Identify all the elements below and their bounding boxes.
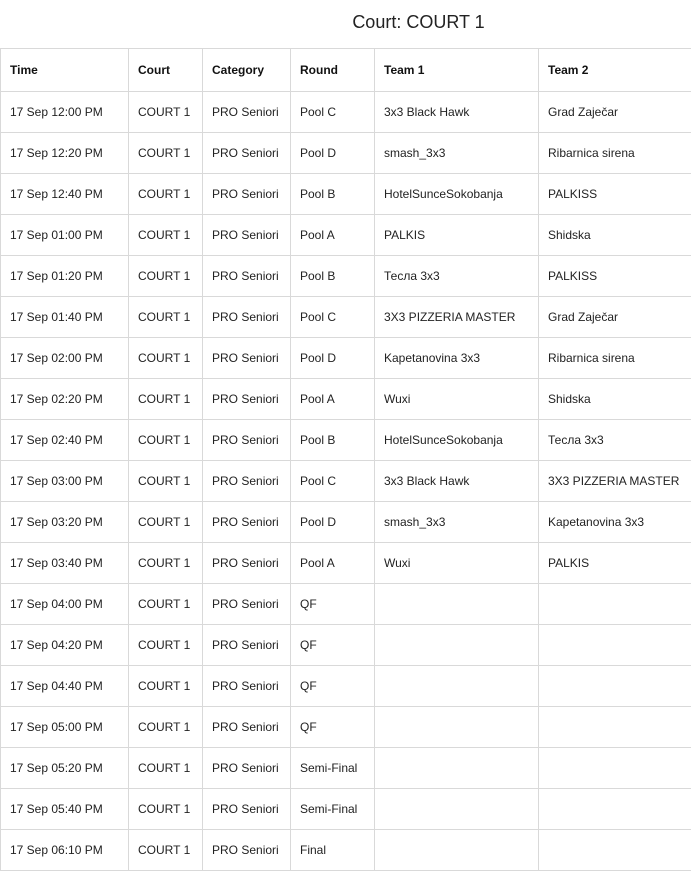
table-row bbox=[1, 133, 691, 174]
table-row bbox=[1, 707, 691, 748]
cell-court: COURT 1 bbox=[129, 789, 203, 830]
header-row bbox=[1, 49, 691, 92]
cell-category: PRO Seniori bbox=[203, 174, 291, 215]
cell-category: PRO Seniori bbox=[203, 133, 291, 174]
cell-team1 bbox=[375, 625, 539, 666]
cell-category: PRO Seniori bbox=[203, 502, 291, 543]
cell-court: COURT 1 bbox=[129, 830, 203, 871]
table-row bbox=[1, 174, 691, 215]
cell-court: COURT 1 bbox=[129, 174, 203, 215]
cell-team2 bbox=[539, 830, 691, 871]
cell-team2: PALKIS bbox=[539, 543, 691, 584]
table-row bbox=[1, 789, 691, 830]
cell-team1: HotelSunceSokobanja bbox=[375, 174, 539, 215]
cell-team1: smash_3x3 bbox=[375, 502, 539, 543]
cell-round: Semi-Final bbox=[291, 748, 375, 789]
cell-court: COURT 1 bbox=[129, 625, 203, 666]
cell-team2 bbox=[539, 584, 691, 625]
table-header bbox=[1, 49, 691, 92]
cell-time: 17 Sep 02:00 PM bbox=[1, 338, 129, 379]
cell-time: 17 Sep 06:10 PM bbox=[1, 830, 129, 871]
cell-court: COURT 1 bbox=[129, 379, 203, 420]
header-round: Round bbox=[291, 49, 375, 92]
cell-round: Final bbox=[291, 830, 375, 871]
cell-team2: PALKISS bbox=[539, 174, 691, 215]
header-category: Category bbox=[203, 49, 291, 92]
cell-court: COURT 1 bbox=[129, 256, 203, 297]
table-row bbox=[1, 338, 691, 379]
cell-category: PRO Seniori bbox=[203, 830, 291, 871]
table-body bbox=[1, 92, 691, 871]
schedule-table bbox=[0, 48, 691, 871]
cell-round: Pool B bbox=[291, 174, 375, 215]
cell-time: 17 Sep 01:00 PM bbox=[1, 215, 129, 256]
cell-round: Pool D bbox=[291, 133, 375, 174]
cell-team1 bbox=[375, 748, 539, 789]
cell-team1 bbox=[375, 707, 539, 748]
cell-round: Pool C bbox=[291, 92, 375, 133]
cell-team1 bbox=[375, 789, 539, 830]
cell-category: PRO Seniori bbox=[203, 338, 291, 379]
table-row bbox=[1, 256, 691, 297]
table-row bbox=[1, 420, 691, 461]
cell-round: QF bbox=[291, 584, 375, 625]
cell-category: PRO Seniori bbox=[203, 461, 291, 502]
cell-time: 17 Sep 03:40 PM bbox=[1, 543, 129, 584]
cell-court: COURT 1 bbox=[129, 420, 203, 461]
cell-team2: Shidska bbox=[539, 379, 691, 420]
cell-team2 bbox=[539, 789, 691, 830]
cell-time: 17 Sep 12:20 PM bbox=[1, 133, 129, 174]
cell-time: 17 Sep 05:40 PM bbox=[1, 789, 129, 830]
cell-time: 17 Sep 03:00 PM bbox=[1, 461, 129, 502]
cell-court: COURT 1 bbox=[129, 707, 203, 748]
cell-round: Pool C bbox=[291, 461, 375, 502]
cell-team1: 3x3 Black Hawk bbox=[375, 92, 539, 133]
cell-category: PRO Seniori bbox=[203, 256, 291, 297]
cell-round: Pool D bbox=[291, 338, 375, 379]
cell-court: COURT 1 bbox=[129, 666, 203, 707]
table-row bbox=[1, 584, 691, 625]
table-row bbox=[1, 379, 691, 420]
cell-team1: Тесла 3x3 bbox=[375, 256, 539, 297]
cell-team1 bbox=[375, 584, 539, 625]
cell-team2: PALKISS bbox=[539, 256, 691, 297]
header-team1: Team 1 bbox=[375, 49, 539, 92]
cell-time: 17 Sep 05:00 PM bbox=[1, 707, 129, 748]
cell-team2: Grad Zaječar bbox=[539, 297, 691, 338]
cell-court: COURT 1 bbox=[129, 502, 203, 543]
table-row bbox=[1, 748, 691, 789]
cell-team1: Wuxi bbox=[375, 543, 539, 584]
cell-round: Semi-Final bbox=[291, 789, 375, 830]
page-title: Court: COURT 1 bbox=[352, 12, 485, 32]
cell-round: QF bbox=[291, 707, 375, 748]
cell-court: COURT 1 bbox=[129, 215, 203, 256]
cell-time: 17 Sep 02:20 PM bbox=[1, 379, 129, 420]
cell-time: 17 Sep 04:20 PM bbox=[1, 625, 129, 666]
cell-category: PRO Seniori bbox=[203, 625, 291, 666]
cell-team2 bbox=[539, 666, 691, 707]
cell-court: COURT 1 bbox=[129, 338, 203, 379]
cell-category: PRO Seniori bbox=[203, 420, 291, 461]
table-row bbox=[1, 461, 691, 502]
cell-team2: Тесла 3x3 bbox=[539, 420, 691, 461]
header-court: Court bbox=[129, 49, 203, 92]
cell-court: COURT 1 bbox=[129, 543, 203, 584]
table-row bbox=[1, 543, 691, 584]
cell-team2: 3X3 PIZZERIA MASTER bbox=[539, 461, 691, 502]
cell-time: 17 Sep 03:20 PM bbox=[1, 502, 129, 543]
cell-round: Pool A bbox=[291, 543, 375, 584]
cell-time: 17 Sep 02:40 PM bbox=[1, 420, 129, 461]
cell-team1 bbox=[375, 830, 539, 871]
cell-round: Pool C bbox=[291, 297, 375, 338]
cell-round: QF bbox=[291, 625, 375, 666]
cell-round: Pool A bbox=[291, 379, 375, 420]
cell-category: PRO Seniori bbox=[203, 92, 291, 133]
table-row bbox=[1, 215, 691, 256]
header-team2: Team 2 bbox=[539, 49, 691, 92]
cell-team1: PALKIS bbox=[375, 215, 539, 256]
cell-team1: 3X3 PIZZERIA MASTER bbox=[375, 297, 539, 338]
cell-time: 17 Sep 01:20 PM bbox=[1, 256, 129, 297]
cell-court: COURT 1 bbox=[129, 92, 203, 133]
cell-time: 17 Sep 12:40 PM bbox=[1, 174, 129, 215]
table-row bbox=[1, 625, 691, 666]
cell-category: PRO Seniori bbox=[203, 584, 291, 625]
cell-time: 17 Sep 04:00 PM bbox=[1, 584, 129, 625]
cell-team2: Ribarnica sirena bbox=[539, 338, 691, 379]
table-row bbox=[1, 297, 691, 338]
table-row bbox=[1, 830, 691, 871]
cell-court: COURT 1 bbox=[129, 584, 203, 625]
header-time: Time bbox=[1, 49, 129, 92]
cell-team1: Kapetanovina 3x3 bbox=[375, 338, 539, 379]
cell-team2: Ribarnica sirena bbox=[539, 133, 691, 174]
cell-category: PRO Seniori bbox=[203, 379, 291, 420]
cell-time: 17 Sep 01:40 PM bbox=[1, 297, 129, 338]
table-row bbox=[1, 666, 691, 707]
cell-time: 17 Sep 05:20 PM bbox=[1, 748, 129, 789]
cell-category: PRO Seniori bbox=[203, 543, 291, 584]
table-row bbox=[1, 92, 691, 133]
cell-round: QF bbox=[291, 666, 375, 707]
cell-team1: HotelSunceSokobanja bbox=[375, 420, 539, 461]
cell-category: PRO Seniori bbox=[203, 297, 291, 338]
cell-team1: smash_3x3 bbox=[375, 133, 539, 174]
cell-team1: 3x3 Black Hawk bbox=[375, 461, 539, 502]
table-row bbox=[1, 502, 691, 543]
cell-court: COURT 1 bbox=[129, 461, 203, 502]
cell-round: Pool B bbox=[291, 256, 375, 297]
cell-category: PRO Seniori bbox=[203, 707, 291, 748]
cell-team2 bbox=[539, 707, 691, 748]
cell-team1: Wuxi bbox=[375, 379, 539, 420]
cell-team2: Grad Zaječar bbox=[539, 92, 691, 133]
cell-team2 bbox=[539, 748, 691, 789]
cell-round: Pool D bbox=[291, 502, 375, 543]
cell-team2 bbox=[539, 625, 691, 666]
cell-category: PRO Seniori bbox=[203, 789, 291, 830]
cell-court: COURT 1 bbox=[129, 748, 203, 789]
cell-round: Pool B bbox=[291, 420, 375, 461]
cell-time: 17 Sep 12:00 PM bbox=[1, 92, 129, 133]
cell-time: 17 Sep 04:40 PM bbox=[1, 666, 129, 707]
cell-team2: Kapetanovina 3x3 bbox=[539, 502, 691, 543]
cell-team2: Shidska bbox=[539, 215, 691, 256]
cell-category: PRO Seniori bbox=[203, 215, 291, 256]
cell-team1 bbox=[375, 666, 539, 707]
cell-category: PRO Seniori bbox=[203, 666, 291, 707]
cell-category: PRO Seniori bbox=[203, 748, 291, 789]
cell-court: COURT 1 bbox=[129, 297, 203, 338]
cell-court: COURT 1 bbox=[129, 133, 203, 174]
cell-round: Pool A bbox=[291, 215, 375, 256]
